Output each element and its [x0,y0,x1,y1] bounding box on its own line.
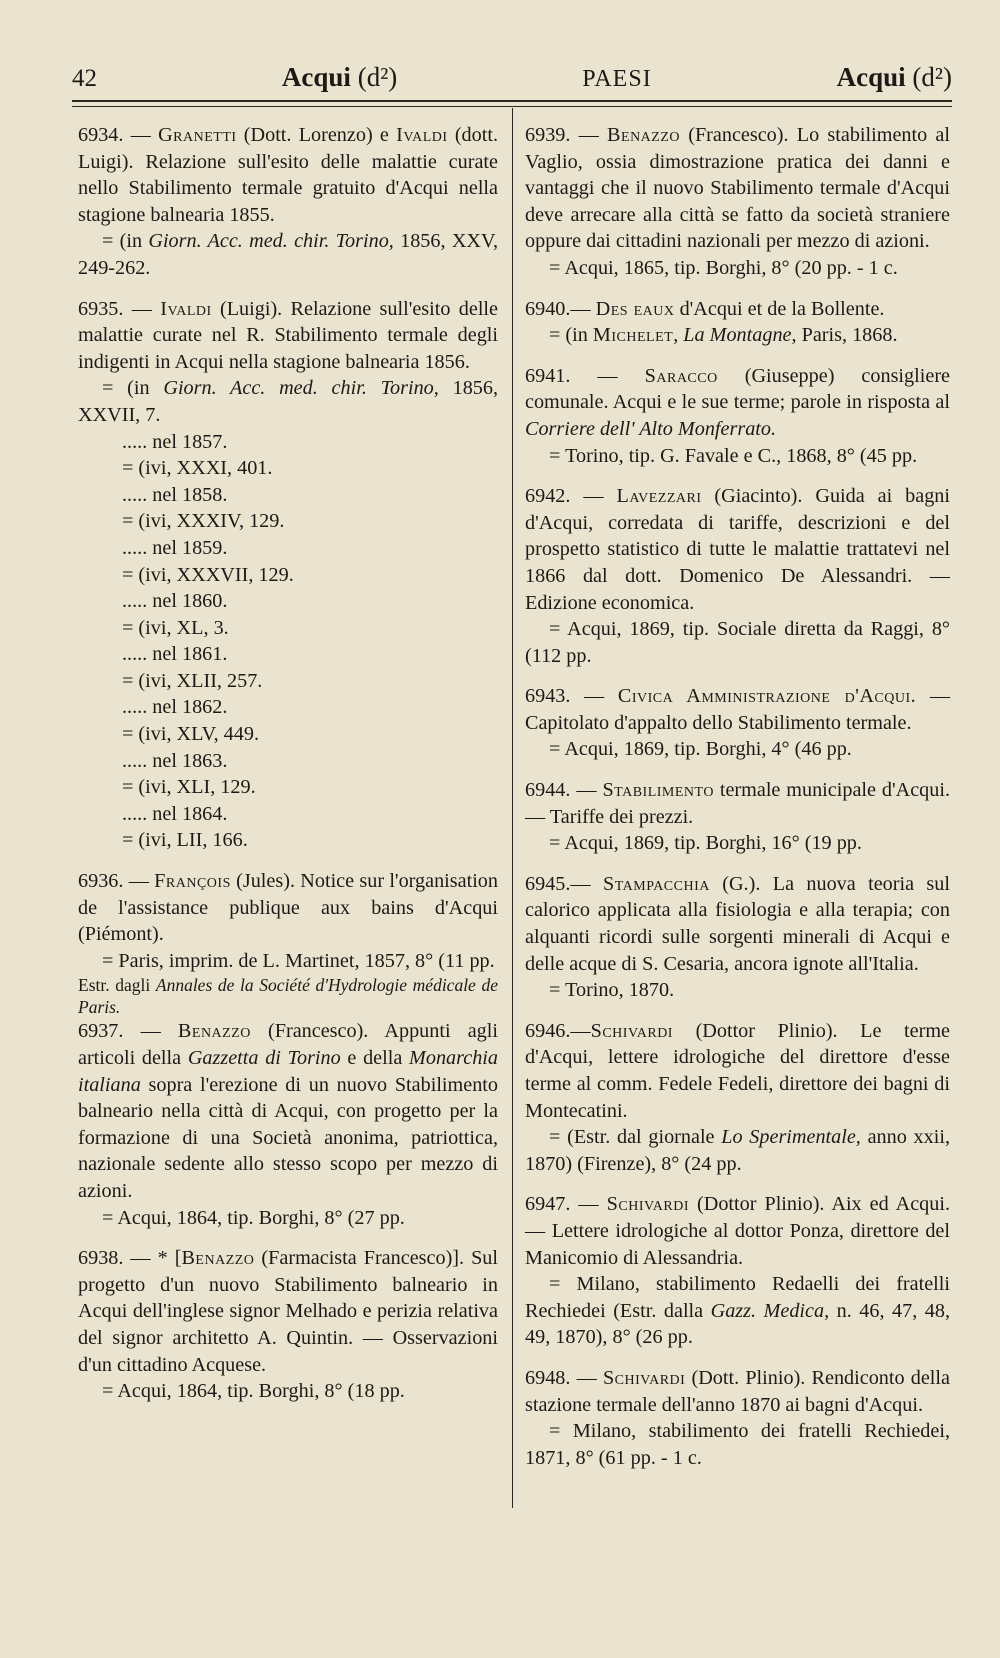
entry-author-2: Ivaldi [396,124,448,146]
entry-author: Schivardi [590,1019,673,1042]
series-ref: = (ivi, XXXVII, 129. [122,563,294,586]
entry-6938 [78,1245,498,1405]
entry-number: 6935. — [78,297,161,320]
entry-text: (Dott. Lorenzo) e [236,124,397,146]
running-head-left-title: Acqui [281,62,351,92]
entry-title: — Capitolato d'appalto dello Stabilimento termale. [525,685,951,734]
imprint-prefix: = (Estr. dal giornale [549,1126,722,1149]
entry-6945 [525,871,950,1004]
entry-6934 [78,122,498,282]
entry-imprint: = Paris, imprim. de L. Martinet, 1857, 8° (11 pp. [102,949,495,972]
entry-number: 6939. — [525,124,608,146]
running-head-right-title: Acqui [836,62,906,92]
series-ref: = (ivi, XL, 3. [122,616,229,639]
entry-author: Schivardi [602,1366,686,1389]
series-ref: = (ivi, LII, 166. [122,829,248,852]
page-number: 42 [72,65,97,92]
entry-imprint [525,1124,950,1177]
imprint-suffix: anno xxii, 1870) (Firenze), 8° (24 pp. [525,1126,950,1175]
entry-author: Benazzo [177,1020,251,1043]
header-rule-thick [72,100,952,102]
entry-imprint: = Milano, stabilimento dei fratelli Rechiedei, 1871, 8° (61 pp. - 1 c. [525,1420,950,1469]
series-year: ..... nel 1858. [122,483,228,506]
entry-6940 [525,296,950,349]
entry-author: Granetti [158,124,237,146]
entry-number: 6942. — [525,485,617,508]
entry-number: 6936. — [78,870,155,893]
entry-imprint: = Acqui, 1869, tip. Borghi, 16° (19 pp. [549,832,862,855]
imprint-journal: Lo Sperimentale, [721,1126,861,1149]
section-title: PAESI [582,66,652,92]
entry-number: 6948. — [525,1366,603,1389]
entry-6944 [525,777,950,857]
entry-imprint: = Acqui, 1869, tip. Sociale diretta da Raggi, 8° (112 pp. [525,618,950,667]
imprint-prefix: = (in [102,230,149,253]
entry-title: (Dottor Plinio). Le terme d'Acqui, lettere idrologiche del direttore d'esse terme al comm. Fedele Fedeli, direttore dei bagni di Montecatini. [525,1019,950,1122]
entry-author: Stabilimento [602,779,714,802]
series-year: ..... nel 1864. [122,802,228,825]
entry-title: (Farmacista Francesco)]. Sul progetto d'un nuovo Stabilimento balneario in Acqui dell'inglese signor Melhado e perizia relativa del signor architetto A. Quintin. — Osservazioni d'un cittadino Acquese. [78,1247,498,1376]
running-head-left-suffix: (d²) [357,62,398,92]
entry-imprint: = Acqui, 1869, tip. Borghi, 4° (46 pp. [549,738,852,761]
entry-imprint: = Acqui, 1864, tip. Borghi, 8° (27 pp. [102,1206,405,1229]
entry-extract-note [78,974,498,1018]
running-head-right [837,62,952,93]
column-divider [512,108,513,1508]
extract-prefix: Estr. dagli [78,975,156,996]
series-year: ..... nel 1863. [122,749,228,772]
entry-title: e della [340,1047,410,1069]
entry-author: Civica Amministrazione d'Acqui. [617,685,917,708]
imprint-suffix: 1856, XXVII, 7. [78,377,499,426]
entry-title: termale municipale d'Acqui. — Tariffe dei prezzi. [525,779,951,828]
entry-title: (Giacinto). Guida ai bagni d'Acqui, corredata di tariffe, descrizioni e del prospetto statistico di tutte le malattie trattatevi nel 1866 dal dott. Domenico De Alessandri. — Edizione economica. [525,485,950,614]
entry-title-italic: Gazzetta di Torino [187,1047,341,1069]
entry-author: Schivardi [606,1193,690,1216]
entry-title: (Giuseppe) consigliere comunale. Acqui e le sue terme; parole in risposta al [525,364,950,414]
entry-author: Saracco [644,364,718,387]
entry-6936 [78,868,498,1018]
entry-6937 [78,1018,498,1231]
entry-imprint [525,322,950,349]
header-rule-thin [72,106,952,107]
entry-title: (Francesco). Appunti agli articoli della [78,1020,498,1069]
entry-author: Ivaldi [160,297,212,320]
entry-title: (Francesco). Lo stabilimento al Vaglio, ossia dimostrazione pratica dei danni e vantaggi che il nuovo Stabilimento termale d'Acqui deve arrecare alla città se fatto da società straniere oppure dai cittadini nazionali per mezzo di azioni. [525,124,950,253]
imprint-suffix: 1856, XXV, 249-262. [78,230,498,279]
entry-number: 6937. — [78,1020,178,1043]
entry-number: 6938. — * [ [78,1247,182,1270]
series-ref: = (ivi, XXXI, 401. [122,457,273,480]
continuation-series [78,429,498,855]
series-ref: = (ivi, XLV, 449. [122,723,260,746]
running-head-left [282,62,397,93]
entry-title: (Dottor Plinio). Aix ed Acqui. — Lettere idrologiche al dottor Ponza, direttore del Manicomio di Alessandria. [525,1193,950,1269]
series-year: ..... nel 1860. [122,590,228,613]
entry-author: Benazzo [607,124,680,146]
entry-6941 [525,363,950,469]
extract-journal: Annales de la Société d'Hydrologie médicale de Paris. [78,975,498,1018]
entry-author: Des eaux [595,297,675,320]
entry-number: 6947. — [525,1193,607,1216]
entry-author: Benazzo [181,1247,255,1270]
entry-number: 6946.— [525,1019,591,1042]
entry-number: 6945.— [525,872,603,895]
entry-author: François [154,870,231,893]
entry-imprint [78,375,498,428]
entry-imprint: = Acqui, 1864, tip. Borghi, 8° (18 pp. [102,1380,405,1403]
imprint-sep: , [673,324,684,347]
entry-6948 [525,1365,950,1471]
entry-author: Lavezzari [616,485,702,508]
entry-author: Stampacchia [602,872,710,895]
series-ref: = (ivi, XXXIV, 129. [122,510,285,533]
entry-number: 6934. — [78,124,159,146]
entry-6947 [525,1191,950,1351]
imprint-prefix: = Milano, stabilimento Redaelli dei fratelli Rechiedei (Estr. dalla [525,1273,950,1322]
entry-6946 [525,1018,950,1178]
series-year: ..... nel 1859. [122,536,228,559]
entry-imprint [525,1271,950,1351]
entry-imprint [78,228,498,281]
entry-title: (Luigi). Relazione sull'esito delle malattie curate nel R. Stabilimento termale degli indigenti in Acqui nella stagione balnearia 1856. [78,297,498,373]
entry-number: 6940.— [525,297,596,320]
imprint-journal: Giorn. Acc. med. chir. Torino, [148,230,394,253]
imprint-author: Michelet [592,324,674,347]
series-year: ..... nel 1862. [122,696,228,719]
series-year: ..... nel 1857. [122,430,228,453]
entry-imprint: = Torino, tip. G. Favale e C., 1868, 8° (45 pp. [549,444,918,467]
page-header [72,62,952,102]
imprint-prefix: = (in [102,377,164,400]
entry-title: (dott. Luigi). Relazione sull'esito delle malattie curate nello Stabilimento termale gratuito d'Acqui nella stagione balnearia 1855. [78,124,498,226]
imprint-journal: Gazz. Medica, [710,1299,830,1322]
entry-number: 6943. — [525,685,618,708]
entry-title-italic: Corriere dell' Alto Monferrato. [525,417,777,440]
series-ref: = (ivi, XLII, 257. [122,669,263,692]
imprint-suffix: n. 46, 47, 48, 49, 1870), 8° (26 pp. [525,1299,950,1349]
running-head-right-suffix: (d²) [912,62,952,92]
series-year: ..... nel 1861. [122,643,228,666]
entry-number: 6944. — [525,779,603,802]
left-column [78,122,498,1419]
entry-imprint: = Acqui, 1865, tip. Borghi, 8° (20 pp. - 1 c. [549,256,898,279]
entry-imprint: = Torino, 1870. [549,979,675,1002]
imprint-prefix: = (in [549,324,593,347]
entry-6943 [525,683,950,763]
entry-title: sopra l'erezione di un nuovo Stabilimento balneario nella città di Acqui, con progetto per la formazione di una Società anonima, patriottica, nazionale sedente allo stesso scopo per mezzo di azioni. [78,1073,498,1202]
entry-title: (G.). La nuova teoria sul calorico applicata alla fisiologia e alla terapia; con alquanti ricordi sulle sorgenti minerali di Acqui e delle acque di S. Cesaria, ancora ignote all'Italia. [525,872,950,975]
entry-6935 [78,296,498,429]
right-column [525,122,950,1485]
imprint-suffix: , Paris, 1868. [791,324,898,347]
entry-title: d'Acqui et de la Bollente. [674,297,885,320]
imprint-journal: La Montagne [683,324,792,347]
entry-title: (Jules). Notice sur l'organisation de l'assistance publique aux bains d'Acqui (Piémont). [78,870,498,946]
entry-number: 6941. — [525,364,645,387]
entry-title: (Dott. Plinio). Rendiconto della stazione termale dell'anno 1870 ai bagni d'Acqui. [525,1366,950,1416]
imprint-journal: Giorn. Acc. med. chir. Torino, [163,377,439,400]
entry-6942 [525,483,950,669]
entry-6939 [525,122,950,282]
series-ref: = (ivi, XLI, 129. [122,776,256,799]
entry-title-italic: Monarchia italiana [78,1047,498,1096]
